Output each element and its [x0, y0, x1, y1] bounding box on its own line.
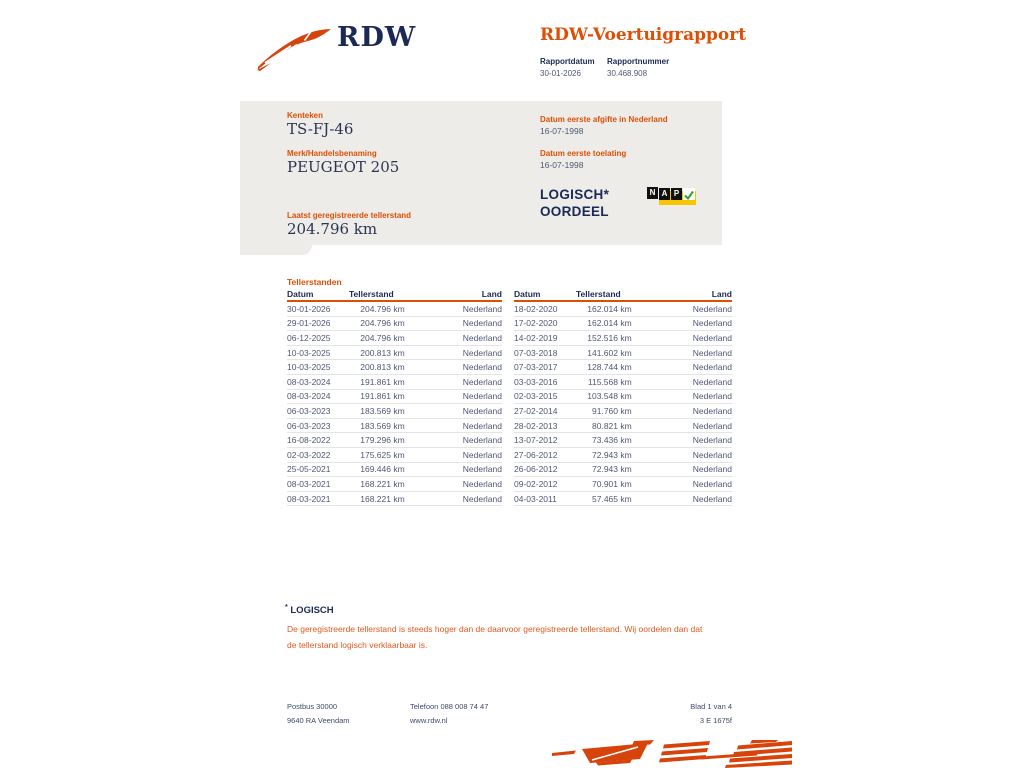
table-row	[287, 375, 502, 390]
row-tellerstand: 183.569 km	[349, 421, 442, 431]
row-land: Nederland	[462, 493, 502, 504]
row-land: Nederland	[692, 493, 732, 504]
col-tellerstand: Tellerstand	[576, 289, 621, 299]
row-tellerstand: 162.014 km	[576, 318, 672, 328]
table-row	[514, 390, 732, 405]
row-datum: 10-03-2025	[287, 362, 331, 373]
table-row	[514, 492, 732, 507]
nap-letter-p: P	[671, 188, 682, 200]
kenteken-label: Kenteken	[287, 111, 324, 120]
row-datum: 18-02-2020	[514, 303, 558, 314]
row-land: Nederland	[692, 420, 732, 431]
row-km-number: 204.796	[360, 332, 391, 343]
row-km-number: 179.296	[360, 435, 391, 446]
row-km-number: 162.014	[587, 303, 618, 314]
eerste-afgifte-label: Datum eerste afgifte in Nederland	[540, 115, 668, 124]
table-row	[287, 419, 502, 434]
row-datum: 30-01-2026	[287, 303, 331, 314]
col-datum: Datum	[514, 289, 541, 299]
row-datum: 02-03-2022	[287, 449, 331, 460]
table-row	[514, 433, 732, 448]
table-header	[287, 289, 502, 302]
row-land: Nederland	[462, 303, 502, 314]
row-datum: 04-03-2011	[514, 493, 557, 504]
report-number-label: Rapportnummer	[607, 57, 670, 66]
table-row	[514, 419, 732, 434]
row-land: Nederland	[692, 449, 732, 460]
col-datum: Datum	[287, 289, 314, 299]
row-km-number: 115.568	[587, 376, 618, 387]
table-row	[514, 317, 732, 332]
row-land: Nederland	[462, 478, 502, 489]
table-row	[514, 346, 732, 361]
row-tellerstand: 73.436 km	[576, 435, 672, 445]
col-land: Land	[481, 289, 502, 299]
footer-address	[287, 700, 350, 728]
row-datum: 14-02-2019	[514, 332, 558, 343]
row-km-number: 191.861	[360, 376, 391, 387]
row-km-number: 73.436	[592, 435, 618, 446]
row-land: Nederland	[462, 376, 502, 387]
row-km-number: 175.625	[360, 449, 391, 460]
row-km-number: 152.516	[587, 332, 618, 343]
footnote-title	[285, 604, 334, 616]
eerste-toelating-label: Datum eerste toelating	[540, 149, 627, 158]
table-header	[514, 289, 732, 302]
report-date-label: Rapportdatum	[540, 57, 595, 66]
row-land: Nederland	[692, 405, 732, 416]
row-datum: 06-12-2025	[287, 332, 331, 343]
row-datum: 27-06-2012	[514, 449, 558, 460]
row-land: Nederland	[692, 376, 732, 387]
table-row	[287, 331, 502, 346]
footer-city: 9640 RA Veendam	[287, 716, 350, 725]
row-land: Nederland	[692, 332, 732, 343]
row-datum: 13-07-2012	[514, 435, 558, 446]
row-tellerstand: 103.548 km	[576, 391, 672, 401]
row-datum: 08-03-2021	[287, 493, 331, 504]
row-land: Nederland	[692, 478, 732, 489]
row-land: Nederland	[692, 347, 732, 358]
row-datum: 08-03-2024	[287, 391, 331, 402]
row-tellerstand: 200.813 km	[349, 348, 442, 358]
row-tellerstand: 183.569 km	[349, 406, 442, 416]
laatste-tellerstand-label: Laatst geregistreerde tellerstand	[287, 211, 412, 220]
report-date-value: 30-01-2026	[540, 69, 581, 78]
row-land: Nederland	[692, 318, 732, 329]
row-tellerstand: 204.796 km	[349, 304, 442, 314]
row-km-number: 103.548	[587, 391, 618, 402]
row-tellerstand: 191.861 km	[349, 377, 442, 387]
row-tellerstand: 200.813 km	[349, 362, 442, 372]
row-datum: 07-03-2018	[514, 347, 558, 358]
footer-contact	[410, 700, 488, 728]
row-km-number: 200.813	[360, 347, 391, 358]
row-land: Nederland	[462, 318, 502, 329]
table-row	[287, 492, 502, 507]
row-tellerstand: 169.446 km	[349, 464, 442, 474]
table-row	[287, 346, 502, 361]
row-tellerstand: 191.861 km	[349, 391, 442, 401]
row-km-number: 91.760	[592, 405, 618, 416]
row-km-number: 204.796	[360, 303, 391, 314]
row-tellerstand: 179.296 km	[349, 435, 442, 445]
row-tellerstand: 204.796 km	[349, 318, 442, 328]
row-datum: 10-03-2025	[287, 347, 331, 358]
row-datum: 08-03-2024	[287, 376, 331, 387]
merk-value: PEUGEOT 205	[287, 158, 400, 176]
table-row	[514, 404, 732, 419]
footnote-text: De geregistreerde tellerstand is steeds hoger dan de daarvoor geregistreerde tellerstand. Wij oordelen dan dat de tellerstand logisch verklaarbaar is.	[287, 624, 703, 650]
row-land: Nederland	[692, 464, 732, 475]
nap-checkmark-icon	[683, 188, 695, 200]
eerste-toelating-value: 16-07-1998	[540, 160, 584, 170]
nap-letter-n: N	[647, 187, 658, 199]
row-km-number: 200.813	[360, 362, 391, 373]
row-land: Nederland	[462, 420, 502, 431]
merk-label: Merk/Handelsbenaming	[287, 149, 377, 158]
row-land: Nederland	[462, 405, 502, 416]
row-tellerstand: 115.568 km	[576, 377, 672, 387]
col-tellerstand: Tellerstand	[349, 289, 394, 299]
table-row	[287, 317, 502, 332]
page-title: RDW-Voertuigrapport	[540, 25, 747, 45]
row-land: Nederland	[692, 303, 732, 314]
row-datum: 02-03-2015	[514, 391, 558, 402]
row-km-number: 70.901	[592, 478, 618, 489]
row-km-number: 72.943	[592, 449, 618, 460]
vehicle-summary-panel	[240, 101, 722, 245]
table-row	[514, 375, 732, 390]
footer-postbus: Postbus 30000	[287, 702, 338, 711]
rdw-wordmark: RDW	[337, 22, 417, 53]
row-km-number: 128.744	[587, 362, 618, 373]
tellerstanden-section-title: Tellerstanden	[287, 277, 342, 287]
row-tellerstand: 175.625 km	[349, 450, 442, 460]
rdw-bird-logo-icon	[255, 26, 335, 72]
row-land: Nederland	[462, 391, 502, 402]
row-tellerstand: 57.465 km	[576, 494, 672, 504]
decorative-wing-stripes-graphic	[552, 740, 792, 768]
row-km-number: 57.465	[592, 493, 618, 504]
row-datum: 16-08-2022	[287, 435, 331, 446]
footer-form-code: 3 E 1675f	[699, 716, 732, 725]
row-tellerstand: 91.760 km	[576, 406, 672, 416]
row-land: Nederland	[462, 449, 502, 460]
row-tellerstand: 168.221 km	[349, 494, 442, 504]
row-tellerstand: 128.744 km	[576, 362, 672, 372]
footer-page-info	[690, 700, 732, 728]
row-datum: 08-03-2021	[287, 478, 331, 489]
row-datum: 06-03-2023	[287, 405, 331, 416]
row-km-number: 168.221	[360, 478, 391, 489]
table-row	[287, 477, 502, 492]
row-tellerstand: 141.602 km	[576, 348, 672, 358]
laatste-tellerstand-value: 204.796 km	[287, 220, 378, 238]
footer-phone: Telefoon 088 008 74 47	[410, 702, 489, 711]
row-km-number: 204.796	[360, 318, 391, 329]
report-number-value: 30.468.908	[607, 69, 648, 78]
row-datum: 06-03-2023	[287, 420, 331, 431]
table-row	[287, 302, 502, 317]
row-land: Nederland	[462, 362, 502, 373]
row-land: Nederland	[692, 362, 732, 373]
row-land: Nederland	[462, 435, 502, 446]
oordeel-line2: OORDEEL	[540, 204, 609, 219]
table-row	[514, 463, 732, 478]
row-datum: 28-02-2013	[514, 420, 558, 431]
row-km-number: 183.569	[360, 420, 391, 431]
oordeel-line1: LOGISCH*	[540, 187, 610, 202]
row-km-number: 183.569	[360, 405, 391, 416]
row-tellerstand: 204.796 km	[349, 333, 442, 343]
row-tellerstand: 152.516 km	[576, 333, 672, 343]
row-tellerstand: 72.943 km	[576, 450, 672, 460]
row-tellerstand: 72.943 km	[576, 464, 672, 474]
table-row	[514, 331, 732, 346]
oordeel-text	[540, 186, 609, 220]
row-tellerstand: 80.821 km	[576, 421, 672, 431]
kenteken-value: TS-FJ-46	[287, 120, 354, 138]
table-row	[287, 360, 502, 375]
table-row	[287, 433, 502, 448]
table-row	[287, 390, 502, 405]
table-row	[514, 302, 732, 317]
footer-page-number: Blad 1 van 4	[690, 702, 732, 711]
eerste-afgifte-value: 16-07-1998	[540, 126, 584, 136]
panel-bottom-tab	[240, 244, 312, 255]
row-datum: 26-06-2012	[514, 464, 558, 475]
table-row	[287, 448, 502, 463]
row-tellerstand: 70.901 km	[576, 479, 672, 489]
table-row	[514, 477, 732, 492]
row-km-number: 191.861	[360, 391, 391, 402]
row-datum: 03-03-2016	[514, 376, 558, 387]
row-land: Nederland	[692, 391, 732, 402]
row-km-number: 72.943	[592, 464, 618, 475]
tellerstanden-table-left	[287, 289, 502, 506]
footer-website: www.rdw.nl	[410, 716, 448, 725]
footnote-asterisk: *	[285, 604, 288, 611]
row-datum: 17-02-2020	[514, 318, 558, 329]
nap-letter-a: A	[659, 188, 670, 200]
row-km-number: 169.446	[360, 464, 391, 475]
row-datum: 27-02-2014	[514, 405, 558, 416]
footnote-title-text: LOGISCH	[290, 605, 334, 617]
row-land: Nederland	[692, 435, 732, 446]
row-tellerstand: 162.014 km	[576, 304, 672, 314]
row-km-number: 162.014	[587, 318, 618, 329]
col-land: Land	[711, 289, 732, 299]
row-datum: 25-05-2021	[287, 464, 331, 475]
tellerstanden-table-right	[514, 289, 732, 506]
table-row	[287, 404, 502, 419]
row-datum: 07-03-2017	[514, 362, 558, 373]
row-land: Nederland	[462, 332, 502, 343]
nap-logo	[647, 186, 697, 206]
table-row	[514, 360, 732, 375]
row-datum: 09-02-2012	[514, 478, 558, 489]
row-land: Nederland	[462, 347, 502, 358]
row-datum: 29-01-2026	[287, 318, 331, 329]
row-tellerstand: 168.221 km	[349, 479, 442, 489]
row-km-number: 168.221	[360, 493, 391, 504]
table-row	[287, 463, 502, 478]
table-row	[514, 448, 732, 463]
row-km-number: 80.821	[592, 420, 618, 431]
row-land: Nederland	[462, 464, 502, 475]
row-km-number: 141.602	[587, 347, 618, 358]
